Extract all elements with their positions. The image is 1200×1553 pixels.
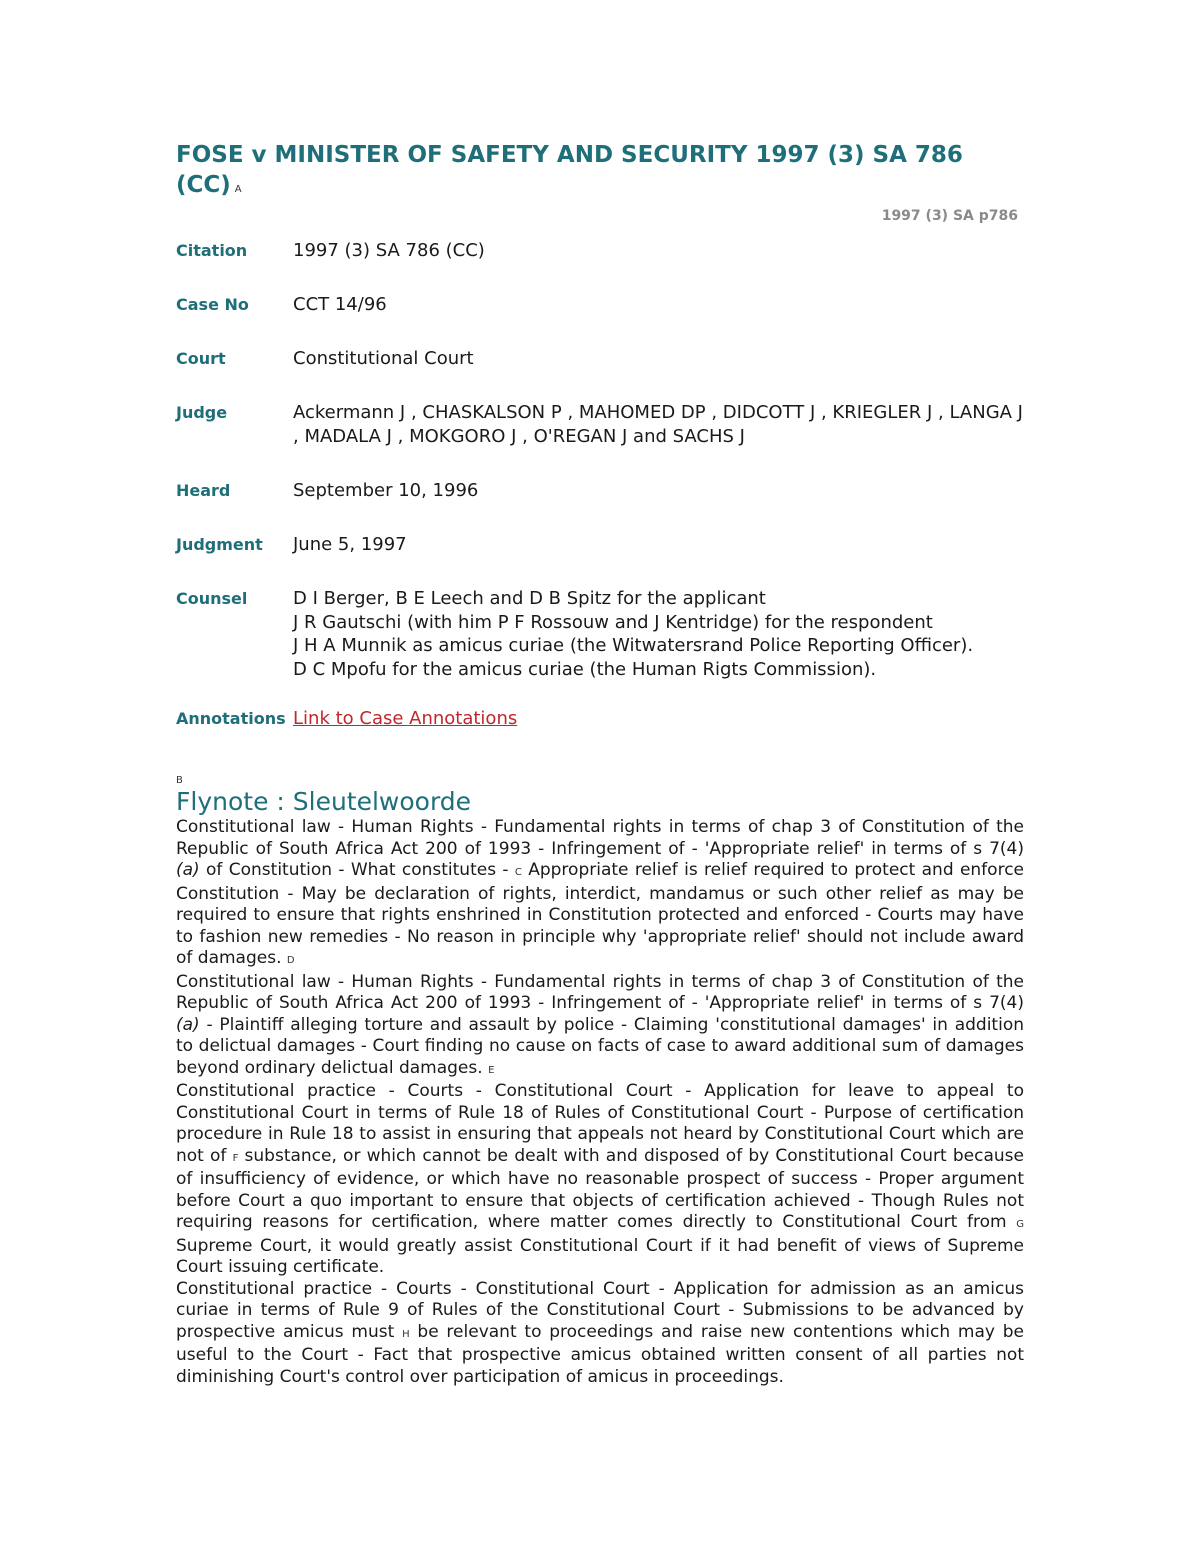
p4-text-a: Constitutional practice - Courts - Constitutional Court - Application for admission as an amicus curiae in terms of Rule 9 of Rules of the Constitutional Court - Submissions to be advanced by prospective amicus must bbox=[176, 1278, 1024, 1342]
margin-letter-c: C bbox=[514, 867, 522, 878]
case-annotations-link[interactable]: Link to Case Annotations bbox=[293, 708, 518, 729]
case-title bbox=[176, 140, 1024, 205]
margin-letter-b: B bbox=[176, 775, 183, 786]
flynote-paragraph-4 bbox=[176, 1279, 1024, 1389]
case-document bbox=[176, 140, 1024, 1388]
meta-row-court bbox=[176, 347, 1024, 371]
counsel-line: J R Gautschi (with him P F Rossouw and J Kentridge) for the respondent bbox=[293, 611, 933, 633]
p1-text-c: Appropriate relief is relief required to protect and enforce Constitution - May be declaration of rights, interdict, mandamus or such other relief as may be required to ensure that rights enshrined in Constitution protected and enforced - Courts may have to fashion new remedies - No reason in principle why 'appropriate relief' should not include award of damages. bbox=[176, 860, 1024, 968]
p3-text-a: Constitutional practice - Courts - Constitutional Court - Application for leave to appeal to Constitutional Court in terms of Rule 18 of Rules of Constitutional Court - Purpose of certification procedure in Rule 18 to assist in ensuring that appeals not heard by Constitutional Court which are not of bbox=[176, 1081, 1024, 1166]
flynote-heading: Flynote : Sleutelwoorde bbox=[176, 787, 472, 816]
case-metadata bbox=[176, 239, 1024, 731]
margin-letter-h: H bbox=[402, 1328, 410, 1340]
page-reference: 1997 (3) SA p786 bbox=[881, 208, 1018, 224]
counsel-label: Counsel bbox=[176, 589, 248, 608]
judgment-value: June 5, 1997 bbox=[293, 534, 407, 555]
p1-italic: (a) bbox=[176, 860, 200, 880]
p1-text-b: of Constitution - What constitutes - bbox=[199, 860, 515, 880]
margin-letter-f: F bbox=[232, 1152, 239, 1164]
annotations-value bbox=[293, 707, 1024, 731]
citation-value: 1997 (3) SA 786 (CC) bbox=[293, 240, 485, 261]
heard-label: Heard bbox=[176, 481, 231, 500]
counsel-line: D I Berger, B E Leech and D B Spitz for the applicant bbox=[293, 588, 766, 609]
margin-letter-d: D bbox=[286, 955, 295, 966]
judge-label: Judge bbox=[176, 403, 228, 422]
p2-text-b: - Plaintiff alleging torture and assault by police - Claiming 'constitutional damages' in addition to delictual damages - Court finding no cause on facts of case to award additional sum of damages beyond ordinary delictual damages. bbox=[176, 1014, 1024, 1078]
counsel-line: D C Mpofu for the amicus curiae (the Human Rigts Commission). bbox=[293, 658, 877, 680]
counsel-line: J H A Munnik as amicus curiae (the Witwatersrand Police Reporting Officer). bbox=[293, 635, 974, 656]
p2-italic: (a) bbox=[176, 1014, 200, 1035]
case-title-text: FOSE v MINISTER OF SAFETY AND SECURITY 1997 (3) SA 786 (CC) bbox=[176, 142, 963, 198]
p2-text-a: Constitutional law - Human Rights - Fundamental rights in terms of chap 3 of Constitution of the Republic of South Africa Act 200 of 1993 - Infringement of - 'Appropriate relief' in terms of s 7(4) bbox=[176, 971, 1024, 1013]
meta-row-judge bbox=[176, 401, 1024, 449]
citation-label: Citation bbox=[176, 241, 248, 260]
p4-text-b: be relevant to proceedings and raise new contentions which may be useful to the Court - Fact that prospective amicus obtained written consent of all parties not diminishing Court's control over participation of amicus in proceedings. bbox=[176, 1321, 1024, 1387]
court-label: Court bbox=[176, 349, 226, 368]
annotations-label: Annotations bbox=[176, 709, 286, 728]
heard-value: September 10, 1996 bbox=[293, 480, 479, 501]
margin-letter-a: A bbox=[234, 184, 242, 195]
meta-row-judgment bbox=[176, 533, 1024, 557]
counsel-value bbox=[293, 587, 1024, 681]
meta-row-annotations bbox=[176, 707, 1024, 731]
judgment-label: Judgment bbox=[176, 535, 263, 554]
meta-row-counsel bbox=[176, 587, 1024, 681]
judge-value: Ackermann J , CHASKALSON P , MAHOMED DP , DIDCOTT J , KRIEGLER J , LANGA J , MADALA J , MOKGORO J , O'REGAN J and SACHS J bbox=[293, 402, 1023, 447]
flynote-paragraph-1 bbox=[176, 817, 1024, 972]
margin-letter-g: G bbox=[1016, 1219, 1024, 1230]
flynote-section bbox=[176, 787, 1024, 1388]
case-no-label: Case No bbox=[176, 295, 249, 314]
flynote-paragraph-3 bbox=[176, 1081, 1024, 1279]
court-value: Constitutional Court bbox=[293, 348, 474, 369]
p3-text-b: substance, or which cannot be dealt with and disposed of by Constitutional Court because of insufficiency of evidence, or which have no reasonable prospect of success - Proper argument before Court a quo important to ensure that objects of certification achieved - Though Rules not requiring reasons for certification, where matter comes directly to Constitutional Court from bbox=[176, 1145, 1024, 1232]
flynote-paragraph-2 bbox=[176, 972, 1024, 1082]
p1-text-a: Constitutional law - Human Rights - Fundamental rights in terms of chap 3 of Constitution of the Republic of South Africa Act 200 of 1993 - Infringement of - 'Appropriate relief' in terms of s 7(4) bbox=[176, 817, 1024, 859]
meta-row-case-no bbox=[176, 293, 1024, 317]
margin-letter-e: E bbox=[488, 1064, 495, 1076]
meta-row-citation bbox=[176, 239, 1024, 263]
p3-text-c: Supreme Court, it would greatly assist Constitutional Court if it had benefit of views of Supreme Court issuing certificate. bbox=[176, 1235, 1024, 1277]
case-no-value: CCT 14/96 bbox=[293, 294, 387, 315]
meta-row-heard bbox=[176, 479, 1024, 503]
